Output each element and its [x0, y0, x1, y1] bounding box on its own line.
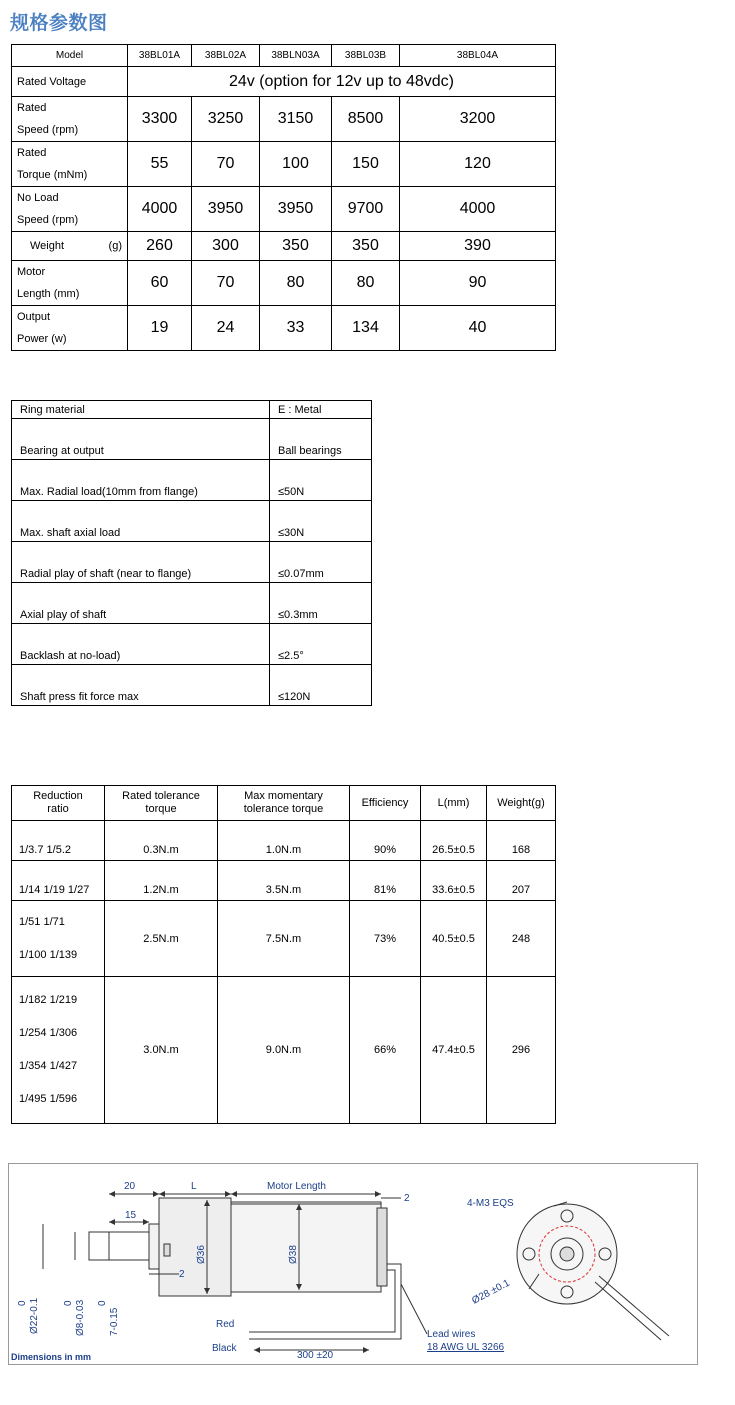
ratio-cell: 1/3.7 1/5.2 — [12, 821, 105, 861]
black-wire-label: Black — [212, 1343, 237, 1354]
motor-body-shape — [231, 1202, 381, 1292]
weight-cell: 248 — [487, 901, 556, 977]
gearbox-notch-shape — [164, 1244, 170, 1256]
header-length: L(mm) — [421, 786, 487, 821]
rated-cell: 2.5N.m — [105, 901, 218, 977]
spec-value: 55 — [128, 142, 192, 187]
dim-2-right-label: 2 — [404, 1193, 410, 1204]
dim-2-bottom-label: 2 — [179, 1269, 185, 1280]
header-efficiency: Efficiency — [350, 786, 421, 821]
material-value: ≤2.5° — [270, 624, 372, 665]
spec-row — [12, 187, 556, 232]
spec-value: 80 — [260, 261, 332, 306]
reduction-header-row — [12, 786, 556, 821]
material-value: E : Metal — [270, 401, 372, 419]
spec-value: 120 — [400, 142, 556, 187]
material-value: ≤0.07mm — [270, 542, 372, 583]
row-label-line1: Rated — [17, 147, 47, 159]
model-cell: 38BL02A — [192, 45, 260, 67]
spec-value: 9700 — [332, 187, 400, 232]
material-key: Backlash at no-load) — [12, 624, 270, 665]
weight-cell: 207 — [487, 861, 556, 901]
spec-value: 3300 — [128, 97, 192, 142]
rated-voltage-value: 24v (option for 12v up to 48vdc) — [128, 67, 556, 97]
dim-22-sup: 0 — [17, 1300, 28, 1306]
leader-lead-wires — [401, 1284, 427, 1334]
spec-row — [12, 306, 556, 351]
dim-motor-length-label: Motor Length — [267, 1181, 326, 1192]
dim-L-label: L — [191, 1181, 197, 1192]
spec-value: 150 — [332, 142, 400, 187]
ratio-line: 1/354 1/427 — [19, 1060, 78, 1072]
row-label-line1: Weight — [30, 240, 65, 252]
material-key: Bearing at output — [12, 419, 270, 460]
material-key: Max. Radial load(10mm from flange) — [12, 460, 270, 501]
spec-value: 4000 — [400, 187, 556, 232]
reduction-row — [12, 821, 556, 861]
spec-value: 3250 — [192, 97, 260, 142]
spec-value: 3200 — [400, 97, 556, 142]
material-row — [12, 583, 372, 624]
dim-15-label: 15 — [125, 1210, 137, 1221]
header-max-line2: tolerance torque — [243, 803, 324, 815]
model-cell: 38BLN03A — [260, 45, 332, 67]
end-cap-shape — [377, 1208, 387, 1286]
rated-voltage-row — [12, 67, 556, 97]
spec-value: 40 — [400, 306, 556, 351]
rated-voltage-label: Rated Voltage — [12, 67, 128, 97]
material-value: ≤120N — [270, 665, 372, 706]
spec-value: 4000 — [128, 187, 192, 232]
model-label: Model — [12, 45, 128, 67]
dim-22-label: Ø22-0.1 — [29, 1297, 40, 1334]
row-label-line2: (g) — [108, 240, 122, 252]
spec-value: 70 — [192, 142, 260, 187]
m3-label: 4-M3 EQS — [467, 1198, 514, 1209]
spec-value: 90 — [400, 261, 556, 306]
spec-value: 24 — [192, 306, 260, 351]
spec-table — [11, 44, 556, 351]
dim-300-label: 300 ±20 — [297, 1350, 334, 1361]
max-cell: 3.5N.m — [218, 861, 350, 901]
shaft-circle-shape — [560, 1247, 574, 1261]
row-label-line2: Power (w) — [17, 333, 67, 345]
header-ratio-line2: ratio — [47, 803, 69, 815]
header-ratio-line1: Reduction — [33, 790, 83, 802]
material-row — [12, 624, 372, 665]
row-label-line1: No Load — [17, 192, 59, 204]
material-key: Ring material — [12, 401, 270, 419]
ratio-cell: 1/14 1/19 1/27 — [12, 861, 105, 901]
dim-7-sup: 0 — [97, 1300, 108, 1306]
max-cell: 1.0N.m — [218, 821, 350, 861]
max-cell: 7.5N.m — [218, 901, 350, 977]
front-lead-wire-1 — [599, 1276, 669, 1336]
dim-8-sup: 0 — [63, 1300, 74, 1306]
material-table — [11, 400, 372, 706]
spec-value: 70 — [192, 261, 260, 306]
length-cell: 40.5±0.5 — [421, 901, 487, 977]
dimensions-note: Dimensions in mm — [11, 1352, 92, 1362]
model-cell: 38BL03B — [332, 45, 400, 67]
spec-row — [12, 261, 556, 306]
weight-cell: 168 — [487, 821, 556, 861]
rated-cell: 0.3N.m — [105, 821, 218, 861]
pilot-boss-shape — [149, 1224, 159, 1269]
reduction-table — [11, 785, 556, 1124]
spec-value: 3950 — [192, 187, 260, 232]
row-label-line1: Output — [17, 311, 51, 323]
material-value: ≤30N — [270, 501, 372, 542]
spec-value: 80 — [332, 261, 400, 306]
efficiency-cell: 81% — [350, 861, 421, 901]
efficiency-cell: 73% — [350, 901, 421, 977]
material-row — [12, 665, 372, 706]
red-wire-label: Red — [216, 1319, 235, 1330]
spec-row — [12, 142, 556, 187]
header-max-line1: Max momentary — [244, 790, 323, 802]
spec-value: 100 — [260, 142, 332, 187]
spec-value: 260 — [128, 232, 192, 261]
row-label-line1: Rated — [17, 102, 47, 114]
dim-8-label: Ø8-0.03 — [75, 1299, 86, 1336]
front-lead-wire-2 — [595, 1282, 661, 1340]
spec-value: 3950 — [260, 187, 332, 232]
dim-7-label: 7-0.15 — [109, 1307, 120, 1336]
material-value: ≤0.3mm — [270, 583, 372, 624]
reduction-row — [12, 977, 556, 1124]
spec-row — [12, 232, 556, 261]
spec-value: 300 — [192, 232, 260, 261]
material-row — [12, 501, 372, 542]
material-key: Shaft press fit force max — [12, 665, 270, 706]
spec-value: 60 — [128, 261, 192, 306]
dimension-drawing — [8, 1163, 698, 1365]
awg-label: 18 AWG UL 3266 — [427, 1342, 505, 1353]
dim-38-label: Ø38 — [288, 1245, 299, 1264]
row-label-line2: Speed (rpm) — [17, 124, 79, 136]
spec-value: 33 — [260, 306, 332, 351]
motor-side-view — [43, 1194, 427, 1350]
motor-front-view — [517, 1202, 669, 1340]
spec-value: 134 — [332, 306, 400, 351]
weight-cell: 296 — [487, 977, 556, 1124]
ratio-line: 1/182 1/219 — [19, 994, 78, 1006]
material-row — [12, 460, 372, 501]
material-key: Max. shaft axial load — [12, 501, 270, 542]
row-label-line2: Torque (mNm) — [17, 169, 88, 181]
material-row — [12, 419, 372, 460]
dim-20-label: 20 — [124, 1181, 136, 1192]
row-label-line1: Motor — [17, 266, 46, 278]
row-label-line2: Speed (rpm) — [17, 214, 79, 226]
header-rated-line1: Rated tolerance — [122, 790, 200, 802]
reduction-row — [12, 901, 556, 977]
material-row — [12, 401, 372, 419]
header-rated-line2: torque — [145, 803, 177, 815]
model-cell: 38BL04A — [400, 45, 556, 67]
spec-header-row — [12, 45, 556, 67]
spec-value: 390 — [400, 232, 556, 261]
ratio-line: 1/254 1/306 — [19, 1027, 78, 1039]
ratio-line: 1/51 1/71 — [19, 915, 65, 928]
max-cell: 9.0N.m — [218, 977, 350, 1124]
header-weight: Weight(g) — [487, 786, 556, 821]
page-title: 规格参数图 — [10, 12, 108, 34]
rated-cell: 3.0N.m — [105, 977, 218, 1124]
length-cell: 33.6±0.5 — [421, 861, 487, 901]
ratio-line: 1/100 1/139 — [19, 948, 78, 961]
dim-36-label: Ø36 — [196, 1245, 207, 1264]
spec-value: 8500 — [332, 97, 400, 142]
spec-row — [12, 97, 556, 142]
model-cell: 38BL01A — [128, 45, 192, 67]
spec-value: 350 — [260, 232, 332, 261]
length-cell: 26.5±0.5 — [421, 821, 487, 861]
ratio-line: 1/495 1/596 — [19, 1093, 78, 1105]
reduction-row — [12, 861, 556, 901]
material-key: Radial play of shaft (near to flange) — [12, 542, 270, 583]
row-label-line2: Length (mm) — [17, 288, 80, 300]
spec-value: 350 — [332, 232, 400, 261]
rated-cell: 1.2N.m — [105, 861, 218, 901]
material-key: Axial play of shaft — [12, 583, 270, 624]
pcd-label: Ø28 ±0.1 — [470, 1277, 512, 1307]
efficiency-cell: 66% — [350, 977, 421, 1124]
material-value: Ball bearings — [270, 419, 372, 460]
lead-wires-label: Lead wires — [427, 1329, 476, 1340]
spec-value: 3150 — [260, 97, 332, 142]
material-value: ≤50N — [270, 460, 372, 501]
spec-value: 19 — [128, 306, 192, 351]
efficiency-cell: 90% — [350, 821, 421, 861]
shaft-flat-shape — [89, 1232, 109, 1260]
length-cell: 47.4±0.5 — [421, 977, 487, 1124]
material-row — [12, 542, 372, 583]
